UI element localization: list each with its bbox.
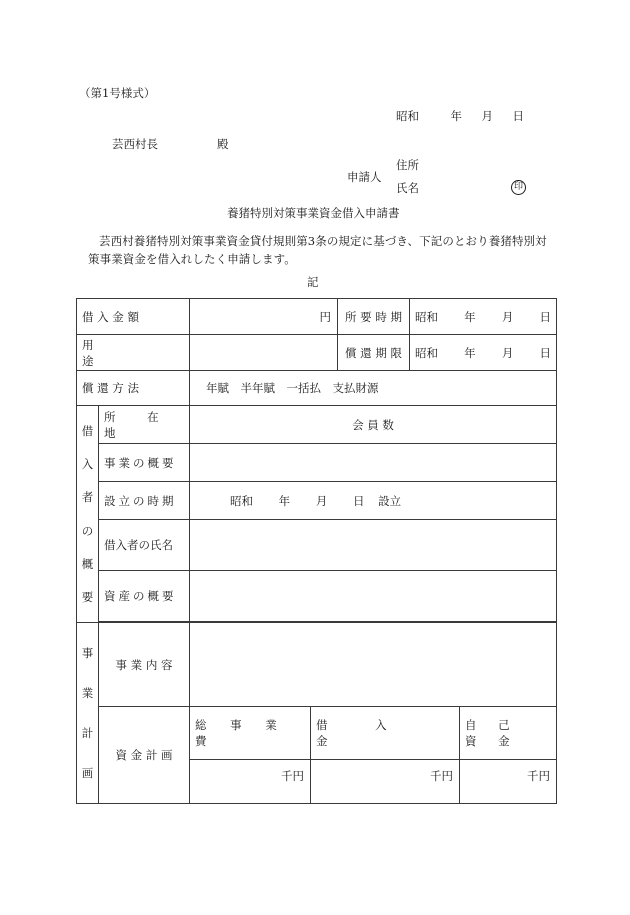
row-establishment [77,482,557,520]
business-overview-value[interactable] [190,444,557,482]
bo-char-4: の [81,523,94,538]
rp-day: 日 [539,309,551,324]
borrower-name-value[interactable] [190,520,557,571]
form-number: （第1号様式） [79,86,156,100]
application-table [76,298,557,804]
date-day: 日 [512,109,524,123]
fund-unit-3: 千円 [527,769,550,783]
fund-header-total: 総 事 業 費 [195,718,287,748]
date-year: 年 [450,109,462,123]
address-label: 住所 [396,158,419,172]
date-month: 月 [481,109,493,123]
repayment-period-value[interactable] [410,335,557,371]
borrower-name-label: 借入者の氏名 [104,538,173,553]
fund-header-loan: 借 入 金 [316,718,409,748]
establishment-label: 設立の時期 [104,493,177,508]
loan-amount-value[interactable] [190,299,338,335]
fund-total-value[interactable] [190,760,311,804]
yen-unit: 円 [319,309,331,324]
bp-char-1: 事 [81,646,94,660]
rpp-era: 昭和 [415,345,438,360]
fund-header-own: 自 己 資 金 [465,718,519,748]
row-business-overview [77,444,557,482]
bo-char-5: 概 [81,556,94,571]
assets-label: 資産の概要 [104,588,177,603]
rpp-day: 日 [539,345,551,360]
row-loan-amount [77,299,557,335]
required-period-label: 所 要 時 期 [345,309,402,324]
repayment-period-label: 償 還 期 限 [345,345,402,360]
required-period-value[interactable] [410,299,557,335]
borrower-overview-label [77,406,99,623]
est-suffix: 設立 [378,493,402,508]
loan-amount-label: 借 入 金 額 [82,309,139,324]
assets-value[interactable] [190,571,557,622]
rpp-month: 月 [501,345,514,360]
required-period-label-cell [338,299,410,335]
row-borrower-name [77,520,557,571]
applicant-label: 申請人 [347,170,382,184]
row-purpose [77,335,557,371]
bo-char-6: 要 [81,590,94,605]
est-day: 日 [352,493,365,508]
rp-year: 年 [464,309,476,324]
ki-mark: 記 [307,275,319,289]
row-repayment-method [77,371,557,406]
business-content-label: 事 業 内 容 [115,657,173,672]
bp-char-3: 計 [81,726,94,740]
location-label: 所 在 地 [104,409,173,440]
seal-mark: 印 [511,180,526,195]
est-era: 昭和 [230,493,253,508]
rp-era: 昭和 [415,309,438,324]
addressee-honorific: 殿 [217,137,229,151]
document-title: 養猪特別対策事業資金借入申請書 [227,206,400,220]
fund-own-value[interactable] [460,760,557,804]
row-business-content [77,623,557,707]
fund-unit-1: 千円 [281,769,304,783]
addressee-name: 芸西村長 [112,137,158,151]
bo-char-2: 入 [81,456,94,471]
bp-char-2: 業 [81,686,94,700]
repayment-method-value[interactable]: 年賦 半年賦 一括払 支払財源 [190,371,557,406]
fund-plan-label: 資 金 計 画 [115,748,173,762]
est-month: 月 [315,493,328,508]
location-value[interactable] [190,406,557,444]
bo-char-3: 者 [81,490,94,505]
fund-loan-value[interactable] [311,760,460,804]
business-content-value[interactable] [190,623,557,707]
bp-char-4: 画 [81,766,94,780]
rp-month: 月 [501,309,514,324]
fund-unit-2: 千円 [430,769,453,783]
date-era: 昭和 [396,109,419,123]
row-assets [77,571,557,622]
row-fund-headers [77,707,557,760]
business-overview-label: 事業の概要 [104,455,177,470]
bo-char-1: 借 [81,423,94,438]
purpose-label: 用 途 [82,337,150,368]
business-plan-label [77,623,99,804]
body-text: 芸西村養猪特別対策事業資金貸付規則第3条の規定に基づき、下記のとおり養猪特別対策事業資金を借入れしたく申請します。 [88,234,547,266]
name-label: 氏名 [396,181,419,195]
members-label: 会 員 数 [352,417,394,432]
row-location [77,406,557,444]
purpose-value[interactable] [190,335,338,371]
rpp-year: 年 [464,345,476,360]
establishment-value[interactable] [190,482,557,520]
repayment-method-label: 償 還 方 法 [82,381,139,395]
date-line [396,111,524,123]
est-year: 年 [278,493,291,508]
